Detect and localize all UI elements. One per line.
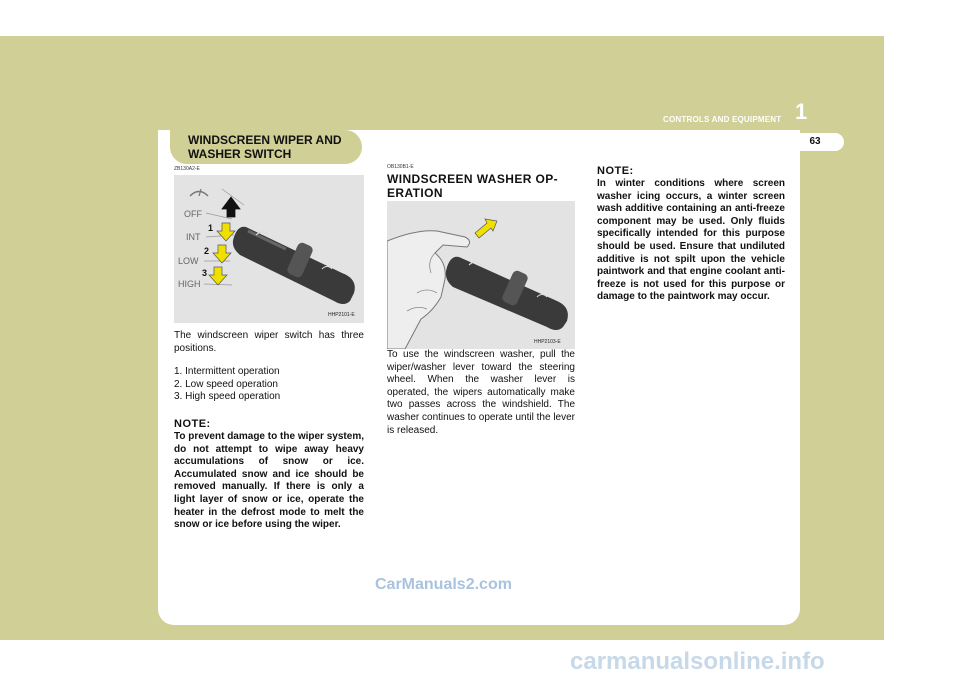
arrow-down-yellow-1-icon [217,223,235,241]
note-heading-right: NOTE: [597,165,634,177]
washer-illustration [387,201,575,349]
page-number: 63 [786,133,844,151]
number-2: 2 [204,246,210,256]
arrow-down-yellow-2-icon [213,245,231,263]
chapter-label: CONTROLS AND EQUIPMENT [663,115,782,124]
note-text-right: In winter conditions where screen washer icing occurs, a winter screen wash additive containing an anti-freeze component may be used. Only fluids specifically intended for this purpose should be used. Ensure that undiluted additive is not spilt upon the vehicle paintwork and that engine coolant anti-freeze is not used for this purpose or damage to the paintwork may occur. [597,178,785,303]
label-high: HIGH [178,279,201,289]
section-title-line1: WINDSCREEN WIPER AND [188,133,342,147]
label-low: LOW [178,256,199,266]
washer-body-text: To use the windscreen washer, pull the wiper/washer lever toward the steering wheel. When the washer lever is operated, the wipers automatically make two passes across the windshield. The washer continues to operate until the lever is released. [387,349,575,436]
washer-heading [387,172,577,200]
label-int: INT [186,232,201,242]
washer-heading-line1: WINDSCREEN WASHER OP- [387,172,559,186]
chapter-number: 1 [795,99,808,124]
washer-heading-line2: ERATION [387,186,443,200]
middle-ref-code: OB130B1-E [387,164,414,170]
note-text-left: To prevent damage to the wiper system, do not attempt to wipe away heavy accumulations of snow or ice. Accumulated snow and ice should be removed manually. If there is only a light layer of snow or ice, operate the heater in the defrost mode to melt the snow or ice before using the wiper. [174,431,364,531]
watermark-bottom: carmanualsonline.info [570,648,825,675]
label-off: OFF [184,209,202,219]
intro-text: The windscreen wiper switch has three positions. [174,330,364,354]
note-heading-left: NOTE: [174,418,211,430]
arrow-down-yellow-3-icon [209,267,227,285]
section-title-line2: WASHER SWITCH [188,147,292,161]
list-item: 1. Intermittent operation [174,366,280,377]
list-item: 3. High speed operation [174,391,281,403]
watermark-top: CarManuals2.com [375,576,512,593]
list-item: 2. Low speed operation [174,378,278,390]
figure-caption-left: HHP2101-E [328,312,355,318]
wiper-switch-figure [174,175,364,323]
arrow-pull-yellow-icon [475,219,497,238]
number-3: 3 [202,268,208,278]
section-ref-code: ZB130A2-E [174,166,200,172]
positions-list [174,366,280,404]
number-1: 1 [208,223,214,233]
washer-figure [387,201,575,349]
figure-caption-middle: HHP2103-E [534,339,561,345]
section-title [188,133,364,161]
wiper-switch-illustration [174,175,364,323]
wiper-arm [199,189,201,196]
